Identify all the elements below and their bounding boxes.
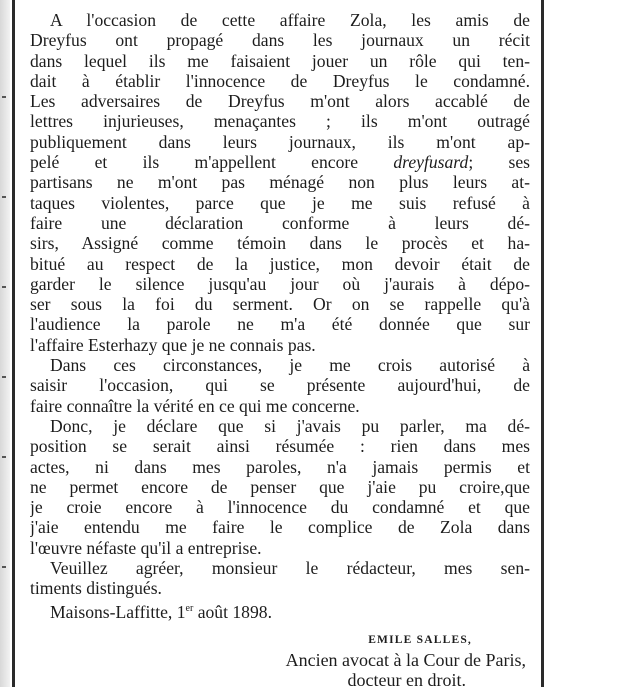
text-line: faire connaître la vérité en ce qui me concerne.	[30, 395, 360, 416]
adjacent-column-fragment	[2, 286, 6, 288]
text-line: actes, ni dans mes paroles, n'a jamais permis et	[30, 456, 530, 477]
dateline-ordinal: er	[185, 602, 194, 614]
text-fragment: pelé et ils m'appellent encore	[30, 152, 359, 173]
signature-title: Ancien avocat à la Cour de Paris,	[285, 650, 526, 671]
adjacent-column-fragment	[2, 456, 6, 458]
paragraph-3	[30, 416, 530, 558]
text-line: l'audience la parole ne m'a été donnée que sur	[30, 314, 530, 335]
italic-term: dreyfusard	[393, 152, 469, 173]
text-line: Donc, je déclare que si j'avais pu parler, ma dé-	[50, 415, 530, 436]
text-line: Veuillez agréer, monsieur le rédacteur, mes sen-	[50, 558, 530, 579]
signature-degree: docteur en droit.	[347, 670, 466, 691]
text-line: position se serait ainsi résumée : rien dans mes	[30, 436, 530, 457]
text-line: dait à établir l'innocence de Dreyfus le condamné.	[30, 70, 530, 91]
text-line: j'aie entendu me faire le complice de Zola dans	[30, 517, 530, 538]
text-line: Les adversaires de Dreyfus m'ont alors accablé de	[30, 91, 530, 112]
dateline-date: août 1898.	[193, 601, 272, 622]
text-line: lettres injurieuses, menaçantes ; ils m'ont outragé	[30, 111, 530, 132]
text-line: garder le silence jusqu'au jour où j'aurais à dépo-	[30, 273, 530, 294]
text-line: l'affaire Esterhazy que je ne connais pas.	[30, 334, 316, 355]
text-line: dans lequel ils me faisaient jouer un rôle qui ten-	[30, 50, 530, 71]
text-line-mixed	[30, 152, 530, 172]
text-line: ser sous la foi du serment. Or on se rappelle qu'à	[30, 294, 530, 315]
column-rule-left	[12, 0, 15, 687]
text-line: partisans ne m'ont pas ménagé non plus leurs at-	[30, 172, 530, 193]
text-line: Dans ces circonstances, je me crois autorisé à	[50, 355, 530, 376]
text-line: l'œuvre néfaste qu'il a entreprise.	[30, 537, 262, 558]
page-edge	[0, 0, 10, 687]
text-line: saisir l'occasion, qui se présente aujourd'hui, de	[30, 375, 530, 396]
signature-name: EMILE SALLES,	[368, 633, 472, 646]
paragraph-1	[30, 10, 530, 355]
text-line: faire une déclaration conforme à leurs dé-	[30, 212, 530, 233]
adjacent-column-fragment	[2, 566, 6, 568]
text-line: timents distingués.	[30, 578, 162, 599]
adjacent-column-fragment	[2, 96, 6, 98]
text-line: sirs, Assigné comme témoin dans le procès et ha-	[30, 233, 530, 254]
text-fragment: ; ses	[468, 152, 530, 173]
paragraph-4	[30, 558, 530, 599]
column-rule-right	[541, 0, 544, 687]
adjacent-column-fragment	[2, 376, 6, 378]
article-column	[30, 10, 530, 691]
text-line: taques violentes, parce que je me suis refusé à	[30, 192, 530, 213]
paragraph-2	[30, 355, 530, 416]
adjacent-column-fragment	[2, 196, 6, 198]
dateline-place: Maisons-Laffitte, 1	[50, 601, 186, 622]
text-line: je croie encore à l'innocence du condamné et que	[30, 497, 530, 518]
text-line: ne permet encore de penser que j'aie pu croire,que	[30, 476, 530, 497]
dateline	[30, 599, 530, 622]
text-line: publiquement dans leurs journaux, ils m'ont ap-	[30, 131, 530, 152]
text-line: bitué au respect de la justice, mon devoir était de	[30, 253, 530, 274]
text-line: A l'occasion de cette affaire Zola, les amis de	[50, 10, 530, 30]
text-line: Dreyfus ont propagé dans les journaux un récit	[30, 30, 530, 51]
